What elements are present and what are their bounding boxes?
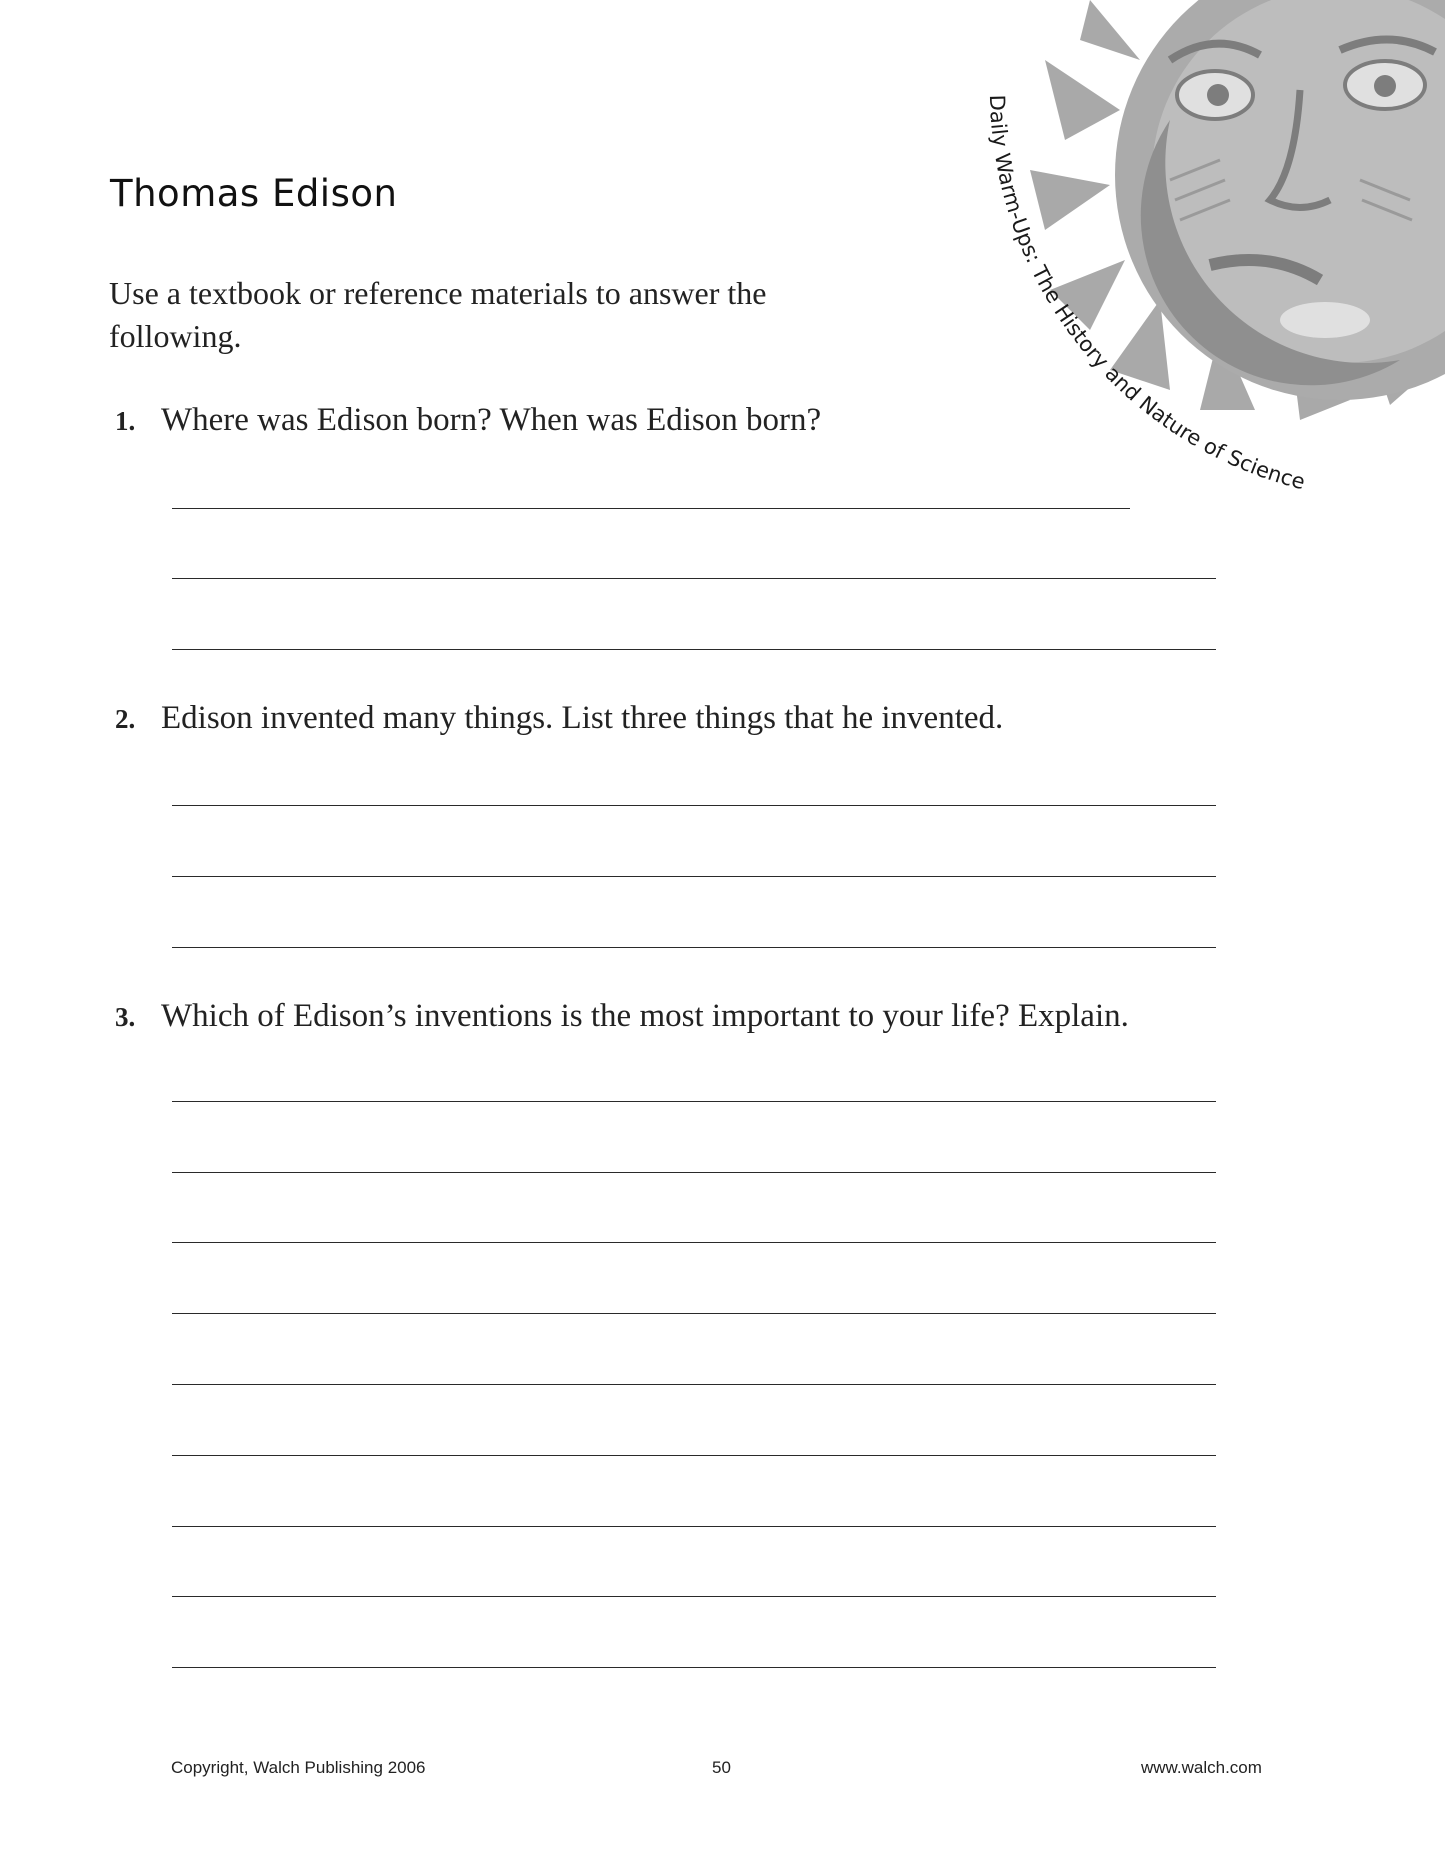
- footer-website[interactable]: www.walch.com: [1141, 1758, 1262, 1777]
- question-2-text: Edison invented many things. List three things that he invented.: [161, 700, 1004, 736]
- answer-line[interactable]: [172, 578, 1216, 579]
- answer-line[interactable]: [172, 1455, 1216, 1456]
- answer-line[interactable]: [172, 876, 1216, 877]
- footer-copyright: Copyright, Walch Publishing 2006: [171, 1758, 426, 1777]
- answer-line[interactable]: [172, 805, 1216, 806]
- question-3-number: 3.: [115, 1002, 136, 1032]
- question-2: [115, 700, 1255, 737]
- question-3: [115, 998, 1255, 1035]
- answer-line[interactable]: [172, 1526, 1216, 1527]
- question-3-text: Which of Edison’s inventions is the most important to your life? Explain.: [161, 998, 1129, 1034]
- answer-line[interactable]: [172, 947, 1216, 948]
- answer-line[interactable]: [172, 508, 1130, 509]
- question-2-number: 2.: [115, 704, 136, 734]
- question-1-number: 1.: [115, 406, 136, 436]
- answer-line[interactable]: [172, 1172, 1216, 1173]
- answer-line[interactable]: [172, 1313, 1216, 1314]
- question-1: [115, 402, 1255, 439]
- answer-line[interactable]: [172, 1596, 1216, 1597]
- footer-page-number: 50: [712, 1758, 731, 1777]
- instructions-text: Use a textbook or reference materials to answer the following.: [109, 275, 767, 354]
- answer-line[interactable]: [172, 1384, 1216, 1385]
- page-title: Thomas Edison: [110, 172, 398, 215]
- emblem-arc-text: Daily Warm-Ups: The History and Nature of Science: [984, 94, 1308, 495]
- answer-line[interactable]: [172, 1667, 1216, 1668]
- answer-line[interactable]: [172, 1242, 1216, 1243]
- question-1-text: Where was Edison born? When was Edison born?: [161, 402, 822, 438]
- answer-line[interactable]: [172, 649, 1216, 650]
- answer-line[interactable]: [172, 1101, 1216, 1102]
